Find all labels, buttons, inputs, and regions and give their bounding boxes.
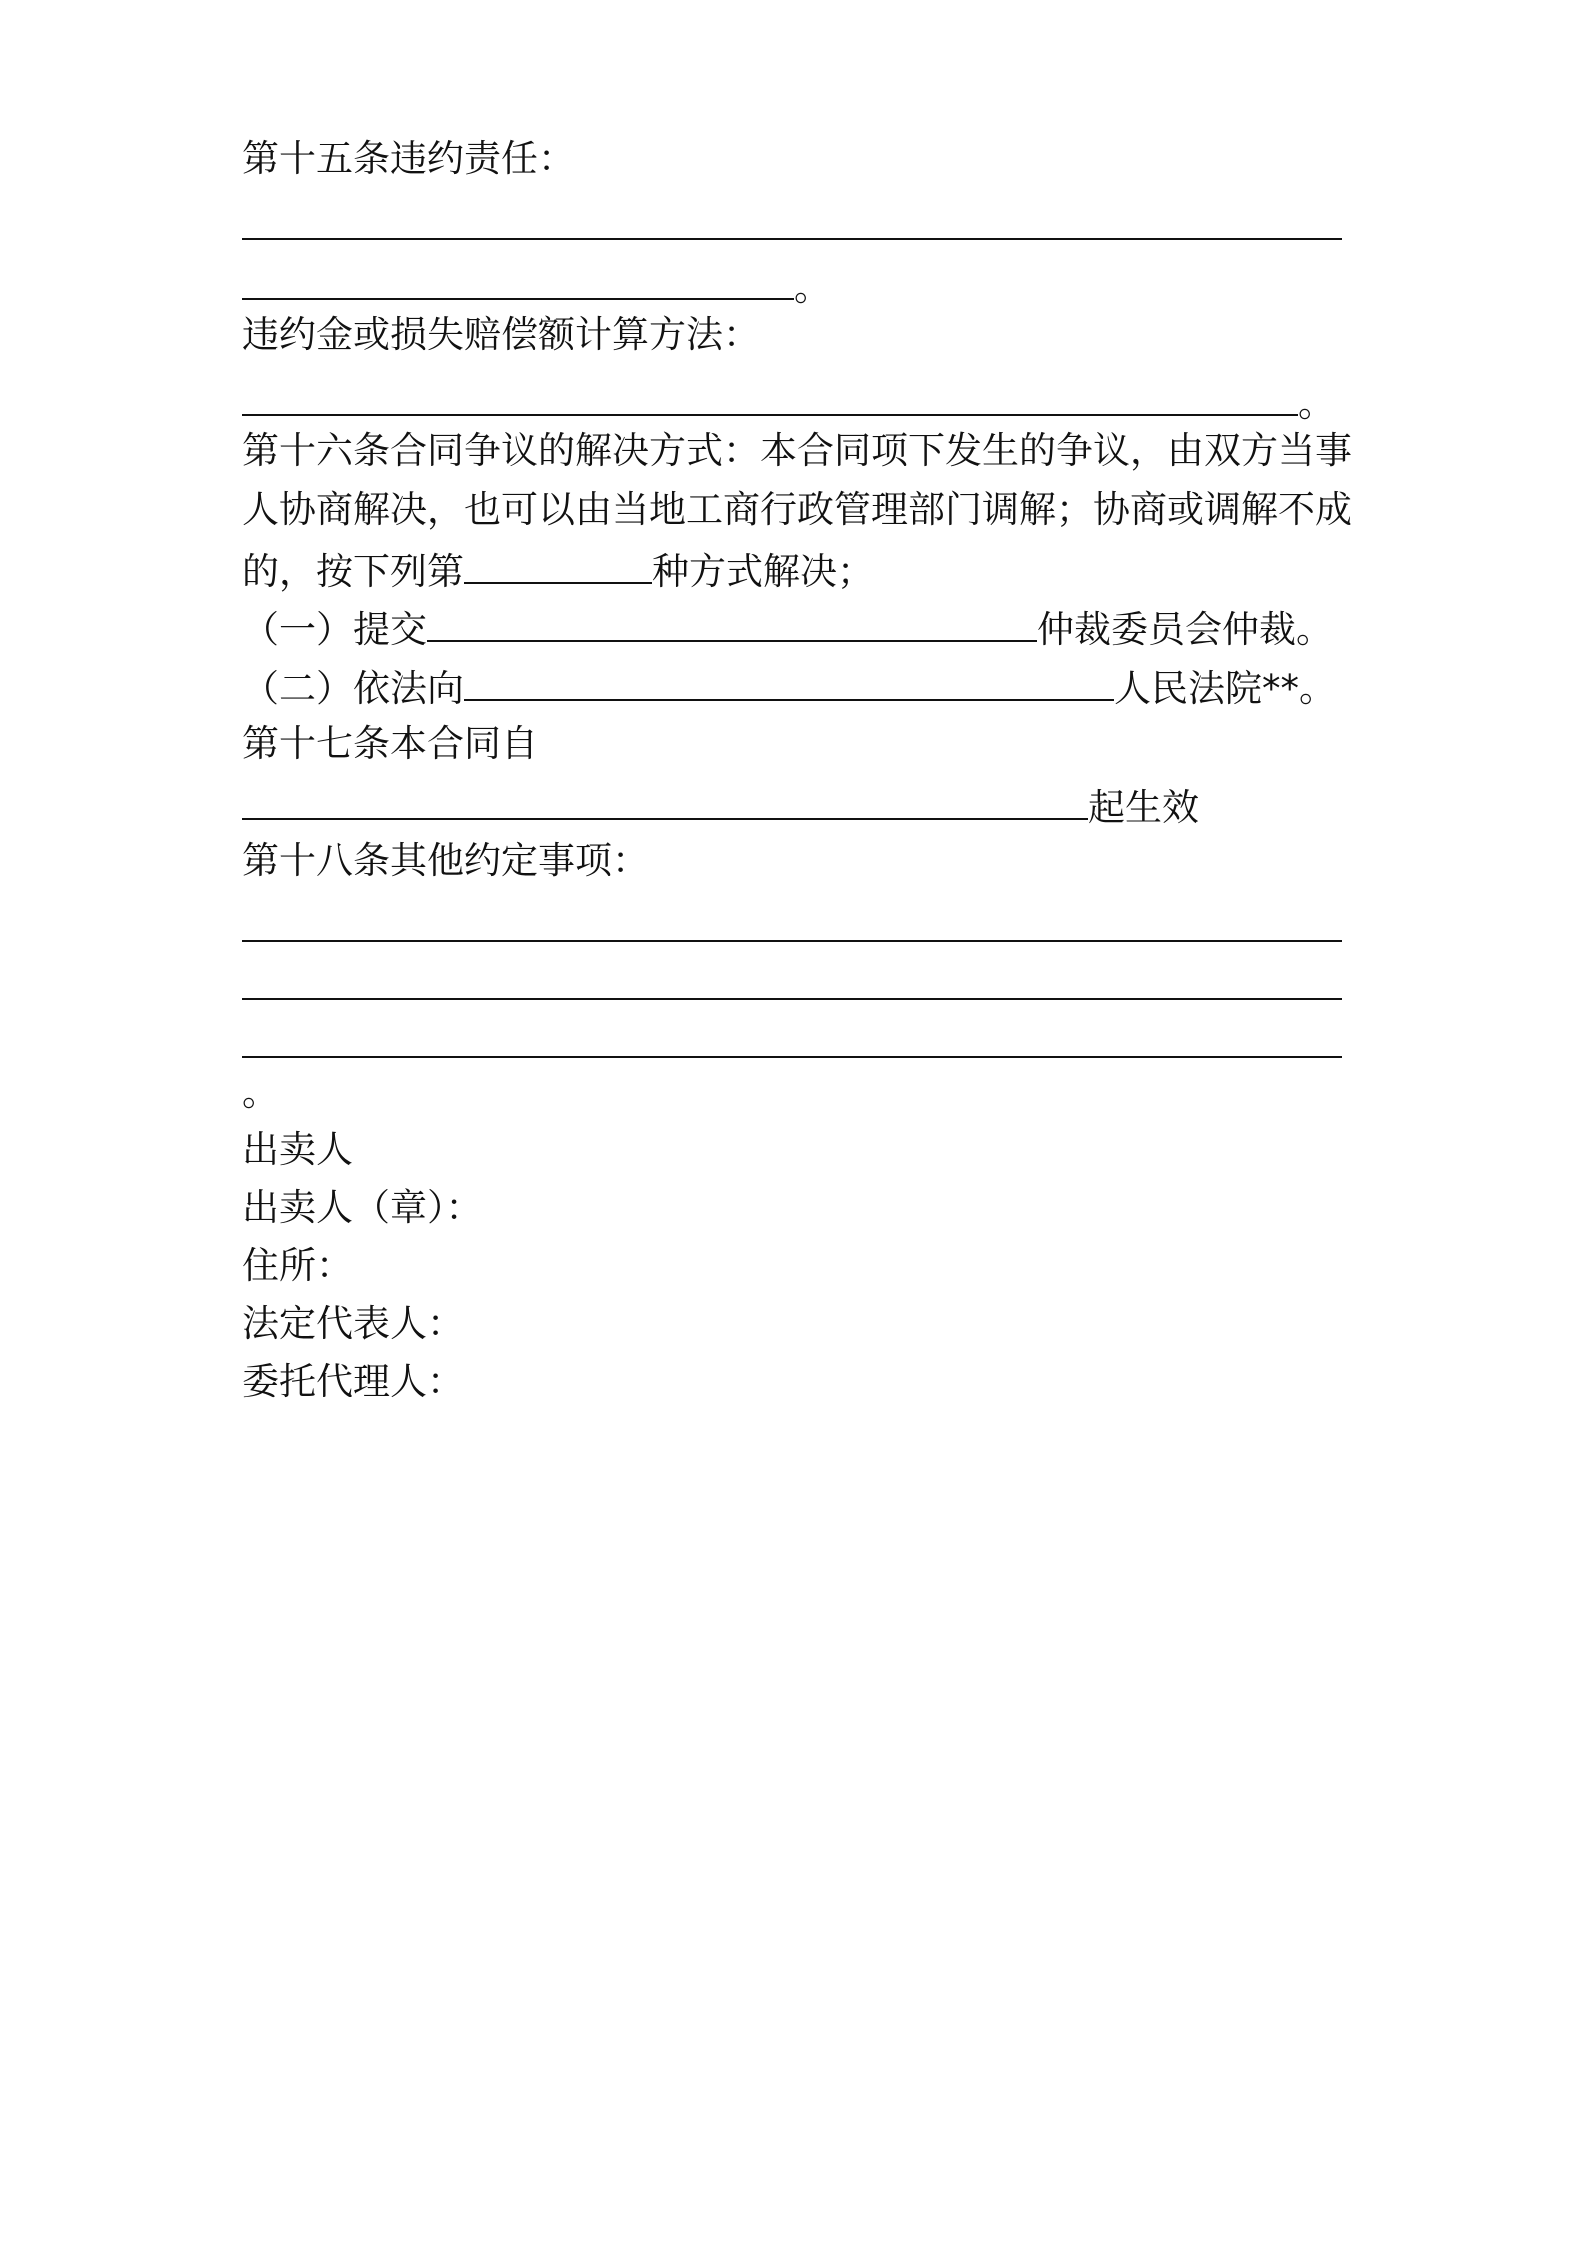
effective-text: 起生效 xyxy=(1088,786,1199,829)
fill-in-blank[interactable] xyxy=(242,782,1088,820)
fill-in-blank[interactable] xyxy=(242,904,1342,942)
seller-address-label: 住所： xyxy=(242,1244,353,1287)
fill-in-blank[interactable] xyxy=(464,663,1114,701)
article-18-blank-line-2 xyxy=(242,962,1352,1011)
article-17-effective-line xyxy=(242,782,1352,831)
option-2-prefix: （二）依法向 xyxy=(242,667,464,710)
article-16-line-3-prefix: 的，按下列第 xyxy=(242,550,464,593)
option-1-suffix: 仲裁委员会仲裁。 xyxy=(1037,608,1333,651)
article-15-blank-line-2 xyxy=(242,262,1352,311)
article-15-heading: 第十五条违约责任： xyxy=(242,137,575,180)
penalty-calculation-label: 违约金或损失赔偿额计算方法： xyxy=(242,313,760,356)
fill-in-blank[interactable] xyxy=(242,262,794,300)
penalty-calculation-blank-line xyxy=(242,378,1352,427)
article-18-period-mark: 。 xyxy=(242,1071,279,1114)
fill-in-blank[interactable] xyxy=(464,546,652,584)
article-18-blank-line-3 xyxy=(242,1020,1352,1069)
seller-title: 出卖人 xyxy=(242,1128,353,1171)
option-1-prefix: （一）提交 xyxy=(242,608,427,651)
seller-seal-label: 出卖人（章）： xyxy=(242,1186,483,1229)
article-16-line-2: 人协商解决，也可以由当地工商行政管理部门调解；协商或调解不成 xyxy=(242,488,1352,531)
seller-agent-label: 委托代理人： xyxy=(242,1360,464,1403)
fill-in-blank[interactable] xyxy=(242,378,1298,416)
seller-legal-representative-label: 法定代表人： xyxy=(242,1302,464,1345)
fill-in-blank[interactable] xyxy=(242,1020,1342,1058)
period-mark: 。 xyxy=(1298,382,1335,425)
article-18-blank-line-1 xyxy=(242,904,1352,953)
fill-in-blank[interactable] xyxy=(242,202,1342,240)
article-16-line-3-suffix: 种方式解决； xyxy=(652,550,874,593)
fill-in-blank[interactable] xyxy=(242,962,1342,1000)
article-16-line-1: 第十六条合同争议的解决方式：本合同项下发生的争议，由双方当事 xyxy=(242,429,1352,472)
article-17-heading: 第十七条本合同自 xyxy=(242,722,538,765)
period-mark: 。 xyxy=(794,266,831,309)
dispute-option-1 xyxy=(242,604,1352,653)
article-16-line-3 xyxy=(242,546,1352,595)
article-15-blank-line-1 xyxy=(242,202,1352,251)
option-2-suffix: 人民法院**。 xyxy=(1114,667,1336,710)
fill-in-blank[interactable] xyxy=(427,604,1037,642)
article-18-heading: 第十八条其他约定事项： xyxy=(242,839,649,882)
dispute-option-2 xyxy=(242,663,1352,712)
